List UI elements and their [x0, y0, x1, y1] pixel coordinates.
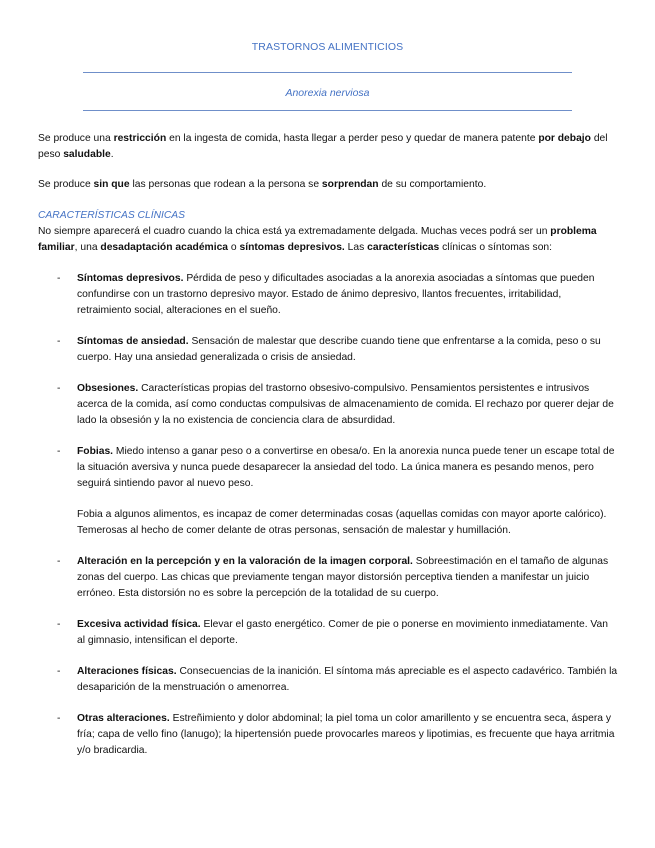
- item-term: Alteración en la percepción y en la valoración de la imagen corporal.: [77, 556, 413, 567]
- item-paragraph: [77, 664, 618, 696]
- bold-run: sorprendan: [321, 179, 379, 190]
- title-rule-top: [83, 72, 572, 73]
- item-term: Excesiva actividad física.: [77, 619, 201, 630]
- item-text: Sobreestimación en el tamaño de algunas zonas del cuerpo. Las chicas que previamente tengan mayor distorsión perceptiva tienden a manifestar un juicio erróneo. Esta distorsión no es sobre la percepción de la totalidad de su cuerpo.: [77, 556, 609, 599]
- item-text: Elevar el gasto energético. Comer de pie o ponerse en movimiento inmediatamente. Van al gimnasio, intensifican el deporte.: [77, 619, 608, 646]
- text-run: , una: [74, 242, 101, 253]
- text-run: del peso: [38, 133, 608, 160]
- text-run: No siempre aparecerá el cuadro cuando la chica está ya extremadamente delgada. Muchas veces podrá ser un: [38, 226, 551, 237]
- item-extra-paragraph: Fobia a algunos alimentos, es incapaz de comer determinadas cosas (aquellas comidas con mayor aporte calórico). Temerosas al hecho de comer delante de otras personas, sensación de malestar y humillación.: [77, 509, 607, 536]
- bold-run: desadaptación académica: [100, 242, 229, 253]
- item-text: Miedo intenso a ganar peso o a convertirse en obesa/o. En la anorexia nunca puede tener un escape total de la situación aversiva y nunca puede desaparecer la ansiedad del todo. La única manera es pesando menos, pero seguirá sintiendo pavor al nuevo peso.: [77, 446, 615, 489]
- title-rule-bottom: [83, 110, 572, 111]
- list-item: [38, 711, 618, 759]
- item-term: Alteraciones físicas.: [77, 666, 177, 677]
- document-title: TRASTORNOS ALIMENTICIOS: [251, 41, 404, 53]
- bold-run: por debajo: [538, 133, 591, 144]
- list-bullet: -: [57, 383, 61, 394]
- item-term: Otras alteraciones.: [77, 713, 170, 724]
- item-paragraph: [77, 617, 618, 649]
- list-bullet: -: [57, 336, 61, 347]
- list-item: [38, 334, 618, 366]
- item-paragraph: [77, 711, 618, 759]
- bold-run: restricción: [113, 133, 167, 144]
- bold-run: síntomas depresivos.: [239, 242, 345, 253]
- item-text: Sensación de malestar que describe cuando tiene que enfrentarse a la comida, peso o su cuerpo. Hay una ansiedad generalizada o crisis de ansiedad.: [77, 336, 601, 363]
- bold-run: sin que: [93, 179, 130, 190]
- section-heading: CARACTERÍSTICAS CLÍNICAS: [38, 210, 186, 221]
- item-paragraph: [77, 381, 618, 429]
- text-run: .: [110, 149, 114, 160]
- item-term: Fobias.: [77, 446, 114, 457]
- bold-run: saludable: [63, 149, 111, 160]
- item-text: Pérdida de peso y dificultades asociadas a la anorexia asociadas a síntomas que pueden confundirse con un trastorno depresivo mayor. Estado de ánimo depresivo, llantos frecuentes, irritabilidad, retraimiento social, alteraciones en el sueño.: [77, 273, 595, 316]
- list-bullet: -: [57, 619, 61, 630]
- text-run: en la ingesta de comida, hasta llegar a perder peso y quedar de manera patente: [166, 133, 539, 144]
- list-bullet: -: [57, 446, 61, 457]
- paragraph-surprise: [38, 177, 618, 193]
- text-run: de su comportamiento.: [378, 179, 487, 190]
- list-item: [38, 664, 618, 696]
- item-term: Síntomas de ansiedad.: [77, 336, 189, 347]
- text-run: Se produce: [38, 179, 94, 190]
- item-paragraph: [77, 444, 618, 492]
- bold-run: características: [367, 242, 440, 253]
- item-text: Consecuencias de la inanición. El síntoma más apreciable es el aspecto cadavérico. También la desaparición de la menstruación o amenorrea.: [77, 666, 618, 693]
- list-item: [38, 617, 618, 649]
- list-bullet: -: [57, 556, 61, 567]
- item-paragraph: [77, 271, 618, 319]
- paragraph-restriction: [38, 131, 618, 163]
- item-term: Síntomas depresivos.: [77, 273, 184, 284]
- bold-run: problema familiar: [38, 226, 597, 253]
- list-bullet: -: [57, 273, 61, 284]
- item-paragraph: [77, 554, 618, 602]
- item-text: Características propias del trastorno obsesivo-compulsivo. Pensamientos persistentes e intrusivos acerca de la comida, así como conductas compulsivas de almacenamiento de comida. El rechazo por querer dejar de lado la obsesión y la no existencia de conciencia clara de absurdidad.: [77, 383, 614, 426]
- list-item: [38, 271, 618, 319]
- list-item: [38, 381, 618, 429]
- text-run: clínicas o síntomas son:: [439, 242, 553, 253]
- item-paragraph: [77, 334, 618, 366]
- list-item: [38, 444, 618, 539]
- text-run: o: [228, 242, 240, 253]
- list-bullet: -: [57, 713, 61, 724]
- item-text: Estreñimiento y dolor abdominal; la piel toma un color amarillento y se encuentra seca, áspera y fría; capa de vello fino (lanugo); la hipertensión puede provocarles mareos y lipotimias, es frecuente que haya arritmia y/o bradicardia.: [77, 713, 615, 756]
- document-body: [38, 131, 618, 774]
- symptom-list: [38, 271, 618, 759]
- list-bullet: -: [57, 666, 61, 677]
- document-subtitle: Anorexia nerviosa: [285, 87, 370, 99]
- text-run: las personas que rodean a la persona se: [129, 179, 322, 190]
- text-run: Las: [344, 242, 368, 253]
- section-intro: [38, 224, 618, 256]
- list-item: [38, 554, 618, 602]
- item-term: Obsesiones.: [77, 383, 139, 394]
- text-run: Se produce una: [38, 133, 114, 144]
